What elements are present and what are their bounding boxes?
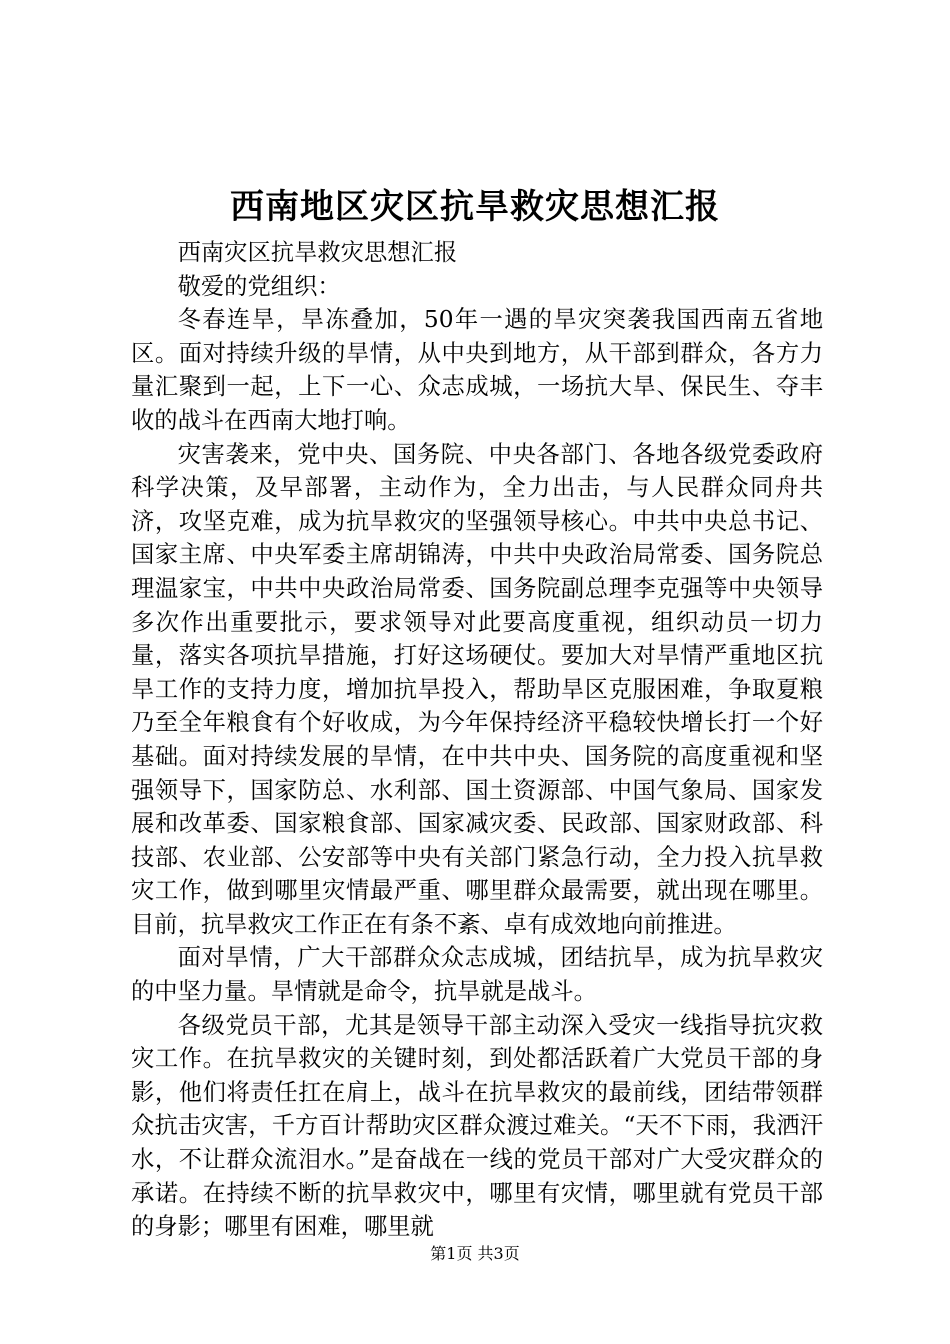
- paragraph-subtitle: 西南灾区抗旱救灾思想汇报: [177, 239, 458, 266]
- paragraph: 灾害袭来，党中央、国务院、中央各部门、各地各级党委政府科学决策，及早部署，主动作为，全力出击，与人民群众同舟共济，攻坚克难，成为抗旱救灾的坚强领导核心。中共中央总书记、国家主席、中央军委主席胡锦涛，中共中央政治局常委、国务院总理温家宝，中共中央政治局常委、国务院副总理李克强等中央领导多次作出重要批示，要求领导对此要高度重视，组织动员一切力量，落实各项抗旱措施，打好这场硬仗。要加大对旱情严重地区抗旱工作的支持力度，增加抗旱投入，帮助旱区克服困难，争取夏粮乃至全年粮食有个好收成，为今年保持经济平稳较快增长打一个好基础。面对持续发展的旱情，在中共中央、国务院的高度重视和坚强领导下，国家防总、水利部、国土资源部、中国气象局、国家发展和改革委、国家粮食部、国家减灾委、民政部、国家财政部、科技部、农业部、公安部等中央有关部门紧急行动，全力投入抗旱救灾工作，做到哪里灾情最严重、哪里群众最需要，就出现在哪里。目前，抗旱救灾工作正在有条不紊、卓有成效地向前推进。: [131, 440, 823, 938]
- paragraph-salutation: 敬爱的党组织：: [177, 272, 341, 300]
- page-title: 西南地区灾区抗旱救灾思想汇报: [230, 187, 720, 227]
- document-body: [131, 236, 823, 1244]
- paragraph: 冬春连旱，旱冻叠加，50年一遇的旱灾突袭我国西南五省地区。面对持续升级的旱情，从中央到地方，从干部到群众，各方力量汇聚到一起，上下一心、众志成城，一场抗大旱、保民生、夺丰收的战斗在西南大地打响。: [131, 306, 823, 434]
- page-number-footer: 第1页 共3页: [430, 1244, 520, 1263]
- paragraph: 面对旱情，广大干部群众众志成城，团结抗旱，成为抗旱救灾的中坚力量。旱情就是命令，抗旱就是战斗。: [131, 944, 823, 1006]
- paragraph: 各级党员干部，尤其是领导干部主动深入受灾一线指导抗灾救灾工作。在抗旱救灾的关键时刻，到处都活跃着广大党员干部的身影，他们将责任扛在肩上，战斗在抗旱救灾的最前线，团结带领群众抗击灾害，千方百计帮助灾区群众渡过难关。“天不下雨，我洒汗水，不让群众流泪水。”是奋战在一线的党员干部对广大受灾群众的承诺。在持续不断的抗旱救灾中，哪里有灾情，哪里就有党员干部的身影；哪里有困难，哪里就: [131, 1011, 823, 1241]
